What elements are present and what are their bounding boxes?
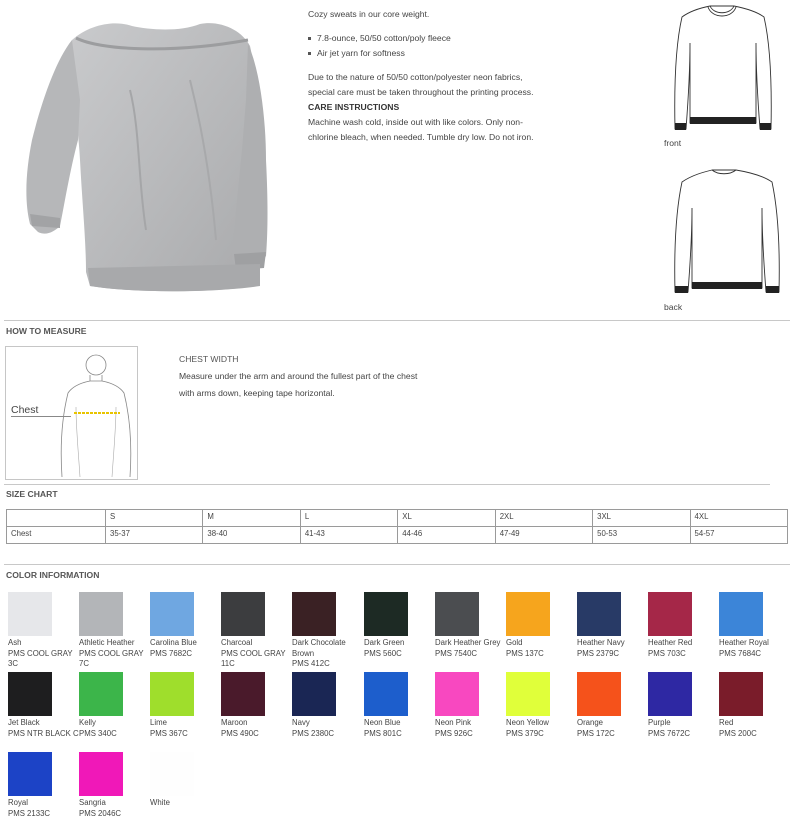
- color-label: [79, 798, 151, 819]
- feature-list: [308, 31, 638, 61]
- color-pms: PMS 560C: [364, 648, 402, 658]
- color-pms: PMS 172C: [577, 728, 615, 738]
- color-label: [79, 638, 151, 670]
- product-description: [308, 7, 638, 145]
- color-swatch: [292, 592, 336, 636]
- color-name: Purple: [648, 718, 671, 727]
- color-label: [435, 638, 507, 659]
- color-pms: PMS 367C: [150, 728, 188, 738]
- divider: [4, 564, 790, 565]
- color-label: [648, 718, 720, 739]
- color-swatch: [577, 592, 621, 636]
- color-pms: PMS 2379C: [577, 648, 620, 658]
- color-name: Jet Black: [8, 718, 40, 727]
- color-name: Neon Pink: [435, 718, 471, 727]
- size-header: M: [203, 510, 300, 527]
- size-header: 2XL: [495, 510, 592, 527]
- color-swatch: [719, 592, 763, 636]
- color-label: [292, 638, 364, 670]
- color-pms: PMS 137C: [506, 648, 544, 658]
- measure-instructions: [179, 351, 417, 402]
- table-corner-cell: [7, 510, 106, 527]
- table-cell: 50-53: [593, 527, 690, 544]
- color-pms: PMS 801C: [364, 728, 402, 738]
- color-swatch: [435, 592, 479, 636]
- description-intro: Cozy sweats in our core weight.: [308, 9, 430, 19]
- color-label: [364, 718, 436, 739]
- color-swatch: [292, 672, 336, 716]
- neon-note-line: Due to the nature of 50/50 cotton/polyester neon fabrics,: [308, 72, 523, 82]
- color-name: Sangria: [79, 798, 106, 807]
- size-header: L: [300, 510, 397, 527]
- color-name: Lime: [150, 718, 167, 727]
- color-swatch: [577, 672, 621, 716]
- front-drawing-icon: [672, 3, 772, 135]
- care-title: CARE INSTRUCTIONS: [308, 102, 400, 112]
- feature-item: 7.8-ounce, 50/50 cotton/poly fleece: [308, 31, 638, 46]
- care-line: Machine wash cold, inside out with like colors. Only non-: [308, 117, 523, 127]
- color-pms: PMS 340C: [79, 728, 117, 738]
- color-name: Red: [719, 718, 734, 727]
- color-name: Neon Yellow: [506, 718, 549, 727]
- color-name: White: [150, 798, 170, 807]
- color-pms: PMS 7684C: [719, 648, 762, 658]
- color-label: [506, 718, 578, 739]
- color-swatch: [719, 672, 763, 716]
- color-label: [292, 718, 364, 739]
- size-header: 4XL: [690, 510, 787, 527]
- color-name: Orange: [577, 718, 604, 727]
- measure-line: Measure under the arm and around the fullest part of the chest: [179, 371, 418, 381]
- color-name: Royal: [8, 798, 28, 807]
- color-swatch: [506, 592, 550, 636]
- color-swatch: [150, 592, 194, 636]
- size-chart-title: SIZE CHART: [6, 489, 58, 499]
- color-pms: PMS 2046C: [79, 808, 122, 818]
- color-label: [435, 718, 507, 739]
- color-pms: PMS 200C: [719, 728, 757, 738]
- color-swatch: [8, 592, 52, 636]
- color-name: Athletic Heather: [79, 638, 135, 647]
- measure-figure: [5, 346, 138, 480]
- color-label: [364, 638, 436, 659]
- back-label: back: [664, 302, 683, 312]
- color-information-title: COLOR INFORMATION: [6, 570, 100, 580]
- color-pms: PMS 412C: [292, 659, 330, 668]
- color-pms: PMS COOL GRAY 11C: [221, 648, 286, 668]
- color-pms: PMS 926C: [435, 728, 473, 738]
- size-chart-table: [6, 509, 788, 544]
- color-pms: PMS 2133C: [8, 808, 51, 818]
- color-pms: PMS 7682C: [150, 648, 193, 658]
- color-swatch: [79, 592, 123, 636]
- color-swatch: [79, 672, 123, 716]
- color-name: Heather Red: [648, 638, 693, 647]
- color-name: Carolina Blue: [150, 638, 197, 647]
- measure-line: with arms down, keeping tape horizontal.: [179, 388, 335, 398]
- color-label: [577, 638, 649, 659]
- color-pms: PMS 2380C: [292, 728, 335, 738]
- color-swatch: [648, 672, 692, 716]
- color-name: Maroon: [221, 718, 248, 727]
- color-name: Dark Green: [364, 638, 405, 647]
- color-pms: PMS 7672C: [648, 728, 691, 738]
- row-label: Chest: [7, 527, 106, 544]
- size-header: 3XL: [593, 510, 690, 527]
- feature-item: Air jet yarn for softness: [308, 46, 638, 61]
- color-name: Ash: [8, 638, 22, 647]
- color-label: [8, 718, 80, 739]
- color-name: Neon Blue: [364, 718, 401, 727]
- color-pms: PMS NTR BLACK C: [8, 728, 79, 738]
- product-photo: [20, 10, 285, 302]
- chest-pointer: [11, 416, 71, 417]
- color-swatch: [364, 672, 408, 716]
- color-label: [79, 718, 151, 739]
- table-cell: 35-37: [106, 527, 203, 544]
- color-pms: PMS 490C: [221, 728, 259, 738]
- color-swatch: [79, 752, 123, 796]
- color-swatch: [364, 592, 408, 636]
- size-header: XL: [398, 510, 495, 527]
- color-label: [221, 718, 293, 739]
- color-name: Heather Royal: [719, 638, 769, 647]
- color-label: [506, 638, 578, 659]
- chest-width-heading: CHEST WIDTH: [179, 354, 239, 364]
- color-pms: PMS 703C: [648, 648, 686, 658]
- color-label: [719, 638, 791, 659]
- divider: [4, 320, 790, 321]
- color-name: Dark Heather Grey: [435, 638, 501, 647]
- size-header: S: [106, 510, 203, 527]
- table-header-row: [7, 510, 788, 527]
- color-label: [648, 638, 720, 659]
- table-row: [7, 527, 788, 544]
- color-label: [150, 798, 222, 809]
- color-name: Kelly: [79, 718, 96, 727]
- color-label: [150, 638, 222, 659]
- color-swatch: [648, 592, 692, 636]
- color-name: Gold: [506, 638, 523, 647]
- front-label: front: [664, 138, 682, 148]
- color-swatch: [221, 592, 265, 636]
- color-pms: PMS COOL GRAY 7C: [79, 648, 144, 668]
- color-swatch: [435, 672, 479, 716]
- color-name: Navy: [292, 718, 310, 727]
- chest-label: Chest: [11, 404, 39, 416]
- how-to-measure-title: HOW TO MEASURE: [6, 326, 87, 336]
- color-label: [8, 638, 80, 670]
- color-swatch: [150, 752, 194, 796]
- color-name: Dark Chocolate Brown: [292, 638, 346, 658]
- table-cell: 44-46: [398, 527, 495, 544]
- back-drawing-icon: [672, 166, 782, 298]
- color-label: [8, 798, 80, 819]
- care-line: chlorine bleach, when needed. Tumble dry low. Do not iron.: [308, 132, 534, 142]
- color-swatch: [150, 672, 194, 716]
- table-cell: 41-43: [300, 527, 397, 544]
- color-name: Heather Navy: [577, 638, 625, 647]
- color-label: [150, 718, 222, 739]
- color-name: Charcoal: [221, 638, 253, 647]
- neon-note-line: special care must be taken throughout the printing process.: [308, 87, 534, 97]
- table-cell: 38-40: [203, 527, 300, 544]
- color-swatch: [8, 752, 52, 796]
- color-pms: PMS COOL GRAY 3C: [8, 648, 73, 668]
- table-cell: 47-49: [495, 527, 592, 544]
- color-label: [577, 718, 649, 739]
- color-swatch: [8, 672, 52, 716]
- color-label: [719, 718, 791, 739]
- divider: [4, 484, 770, 485]
- color-label: [221, 638, 293, 670]
- table-cell: 54-57: [690, 527, 787, 544]
- color-swatch: [221, 672, 265, 716]
- color-pms: PMS 379C: [506, 728, 544, 738]
- color-pms: PMS 7540C: [435, 648, 478, 658]
- color-swatch: [506, 672, 550, 716]
